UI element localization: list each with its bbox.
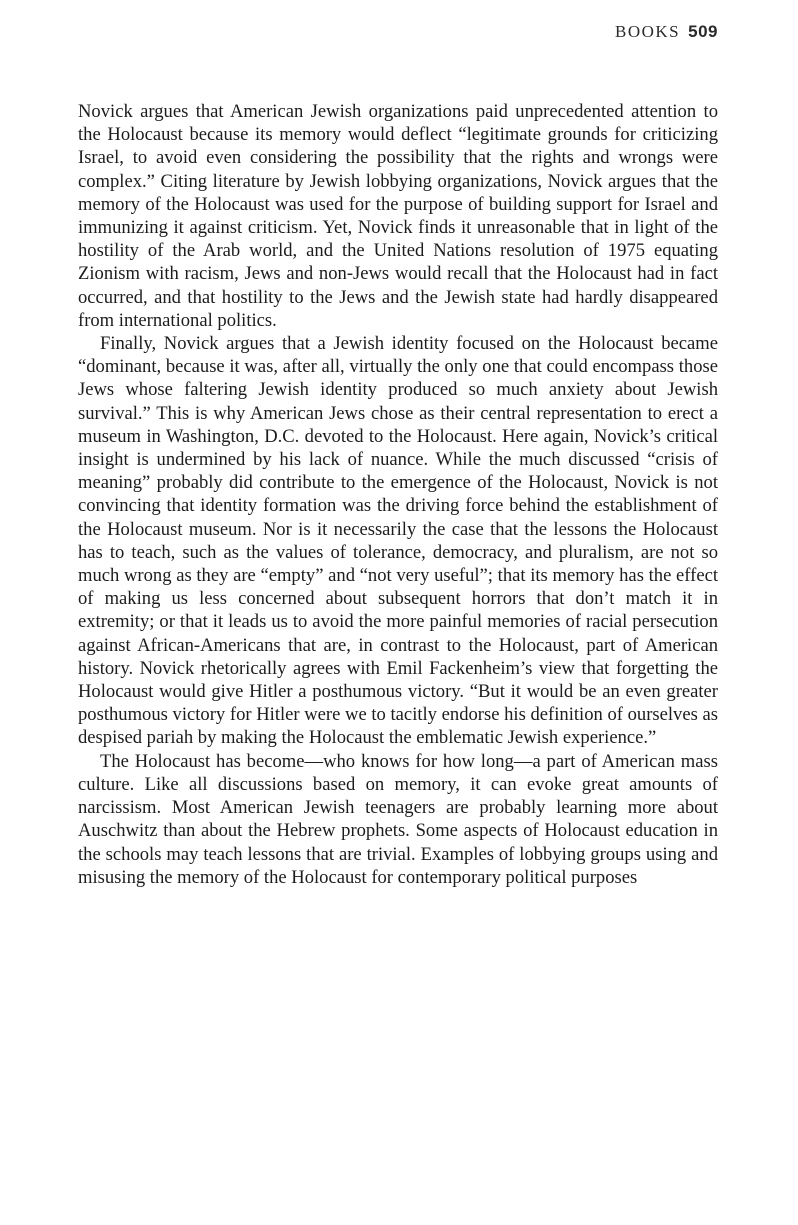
section-title: BOOKS xyxy=(615,22,681,41)
paragraph-1: Novick argues that American Jewish organizations paid unprecedented attention to the Holocaust because its memory would deflect “legitimate grounds for criticizing Israel, to avoid even considering the possibility that the rights and wrongs were complex.” Citing literature by Jewish lobbying organizations, Novick argues that the memory of the Holocaust was used for the purpose of building support for Israel and immunizing it against criticism. Yet, Novick finds it unreasonable that in light of the hostility of the Arab world, and the United Nations resolution of 1975 equating Zionism with racism, Jews and non-Jews would recall that the Holocaust had in fact occurred, and that hostility to the Jews and the Jewish state had hardly disappeared from international politics. xyxy=(78,101,718,331)
running-head xyxy=(615,22,718,42)
page-number: 509 xyxy=(688,22,718,41)
body-text xyxy=(78,100,718,889)
paragraph-2: Finally, Novick argues that a Jewish identity focused on the Holocaust became “dominant, because it was, after all, virtually the only one that could encompass those Jews whose faltering Jewish identity produced so much anxiety about Jewish survival.” This is why American Jews chose as their central representation to erect a museum in Washington, D.C. devoted to the Holocaust. Here again, Novick’s critical insight is undermined by his lack of nuance. While the much discussed “crisis of meaning” probably did contribute to the emergence of the Holocaust, Novick is not convincing that identity formation was the driving force behind the establishment of the Holocaust museum. Nor is it necessarily the case that the lessons the Holocaust has to teach, such as the values of tolerance, democracy, and pluralism, are not so much wrong as they are “empty” and “not very useful”; that its memory has the effect of making us less concerned about subsequent horrors that don’t match it in extremity; or that it leads us to avoid the more painful memories of racial persecution against African-Americans that are, in contrast to the Holocaust, part of American history. Novick rhetorically agrees with Emil Fackenheim’s view that forgetting the Holocaust would give Hitler a posthumous victory. “But it would be an even greater posthumous victory for Hitler were we to tacitly endorse his definition of ourselves as despised pariah by making the Holocaust the emblematic Jewish experience.” xyxy=(78,333,718,749)
paragraph-3: The Holocaust has become—who knows for how long—a part of American mass culture. Like all discussions based on memory, it can evoke great amounts of narcissism. Most American Jewish teenagers are probably learning more about Auschwitz than about the Hebrew prophets. Some aspects of Holocaust education in the schools may teach lessons that are trivial. Examples of lobbying groups using and misusing the memory of the Holocaust for contemporary political purposes xyxy=(78,750,718,888)
